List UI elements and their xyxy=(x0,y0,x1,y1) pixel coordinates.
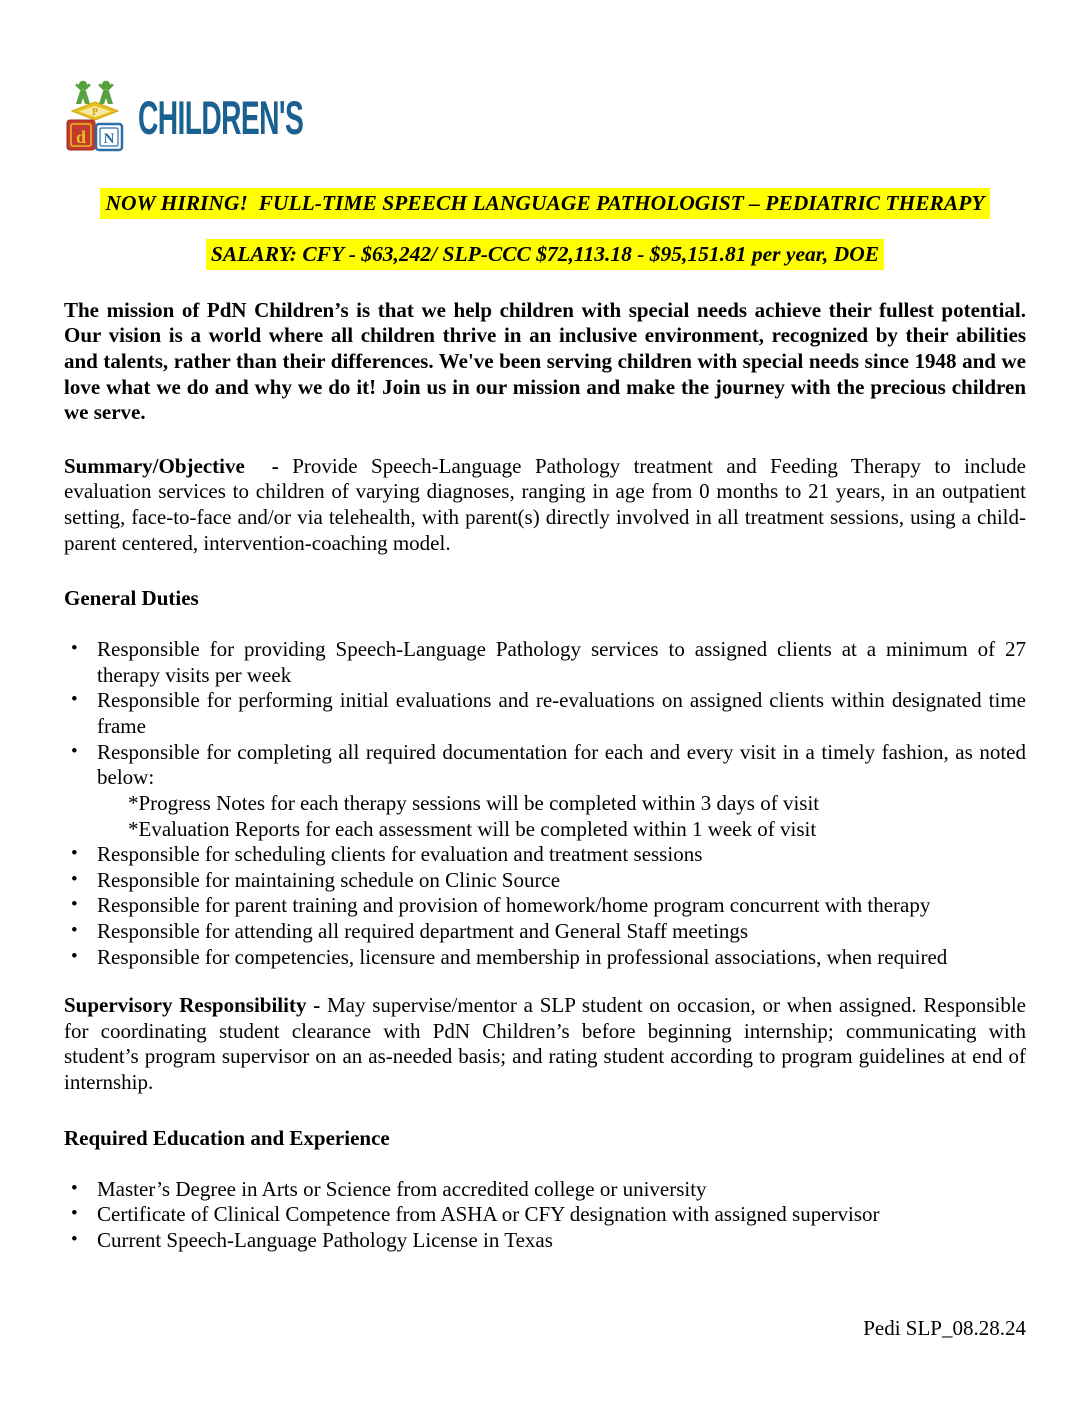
general-duties-list xyxy=(64,637,1026,970)
list-item-text: Responsible for scheduling clients for evaluation and treatment sessions xyxy=(97,842,703,867)
supervisory-body: May supervise/mentor a SLP student on occasion, or when assigned. Responsible for coordinating student clearance with PdN Children’s before beginning internship; communicating with student’s program supervisor on an as-needed basis; and rating student according to program guidelines at end of internship. xyxy=(64,993,1027,1094)
bullet-icon: • xyxy=(71,919,78,941)
bullet-icon: • xyxy=(71,1177,78,1199)
summary-body: Provide Speech-Language Pathology treatment and Feeding Therapy to include evaluation services to children of varying diagnoses, ranging in age from 0 months to 21 years, in an outpatient setting, face-to-face and/or via telehealth, with parent(s) directly involved in all treatment sessions, using a child-parent centered, intervention-coaching model. xyxy=(64,453,1026,555)
bullet-icon: • xyxy=(71,638,78,660)
sub-list-item: *Evaluation Reports for each assessment will be completed within 1 week of visit xyxy=(128,816,817,841)
supervisory-label: Supervisory Responsibility - xyxy=(64,993,327,1018)
salary-banner xyxy=(64,239,1026,270)
svg-text:d: d xyxy=(75,127,87,147)
sub-list-item: *Progress Notes for each therapy sessions will be completed within 3 days of visit xyxy=(128,790,820,815)
list-item xyxy=(64,893,1026,919)
education-heading: Required Education and Experience xyxy=(64,1125,390,1150)
bullet-icon: • xyxy=(71,945,78,967)
list-item-text: Responsible for completing all required documentation for each and every visit in a timely fashion, as noted below: xyxy=(97,739,1026,790)
list-item-text: Current Speech-Language Pathology License in Texas xyxy=(97,1227,553,1252)
svg-text:P: P xyxy=(91,107,99,118)
list-item-text: Responsible for performing initial evaluations and re-evaluations on assigned clients within designated time frame xyxy=(97,688,1026,739)
list-item-text: Responsible for parent training and provision of homework/home program concurrent with therapy xyxy=(97,893,931,918)
bullet-icon: • xyxy=(71,1203,78,1225)
list-item xyxy=(64,740,1026,791)
education-list xyxy=(64,1177,1026,1254)
list-item xyxy=(64,1202,1026,1228)
bullet-icon: • xyxy=(71,740,78,762)
list-item-text: Responsible for providing Speech-Language Pathology services to assigned clients at a minimum of 27 therapy visits per week xyxy=(97,637,1026,687)
list-item-text: Responsible for maintaining schedule on Clinic Source xyxy=(97,867,561,892)
general-duties-heading: General Duties xyxy=(64,586,199,611)
list-item xyxy=(64,1177,1026,1203)
logo xyxy=(64,78,1026,156)
bullet-icon: • xyxy=(71,689,78,711)
list-item xyxy=(64,688,1026,739)
list-item-text: Responsible for competencies, licensure and membership in professional associations, when required xyxy=(97,944,948,969)
mission-paragraph: The mission of PdN Children’s is that we help children with special needs achieve their fullest potential. Our vision is a world where all children thrive in an inclusive environment, recognized by their abilities and talents, rather than their differences. We've been serving children with special needs since 1948 and we love what we do and why we do it! Join us in our mission and make the journey with the precious children we serve. xyxy=(64,297,1026,425)
bullet-icon: • xyxy=(71,868,78,890)
bullet-icon: • xyxy=(71,843,78,865)
list-item xyxy=(64,1228,1026,1254)
summary-paragraph xyxy=(64,454,1026,556)
salary-headline: SALARY: CFY - $63,242/ SLP-CCC $72,113.18 - $95,151.81 per year, DOE xyxy=(206,239,884,270)
list-item xyxy=(64,945,1026,971)
list-item xyxy=(64,868,1026,894)
bullet-icon: • xyxy=(71,894,78,916)
list-item xyxy=(64,637,1026,688)
list-item-text: Master’s Degree in Arts or Science from accredited college or university xyxy=(97,1176,707,1201)
list-item xyxy=(64,842,1026,868)
logo-brand-name: CHILDREN'S xyxy=(138,90,304,144)
svg-text:N: N xyxy=(103,131,115,147)
hiring-banner xyxy=(64,188,1026,219)
document-reference: Pedi SLP_08.28.24 xyxy=(863,1316,1026,1340)
list-item-text: Responsible for attending all required department and General Staff meetings xyxy=(97,918,748,943)
supervisory-paragraph xyxy=(64,993,1026,1095)
list-item-text: Certificate of Clinical Competence from ASHA or CFY designation with assigned supervisor xyxy=(97,1202,880,1227)
children-blocks-logo-icon xyxy=(64,78,128,156)
bullet-icon: • xyxy=(71,1228,78,1250)
list-item xyxy=(64,919,1026,945)
hiring-headline: NOW HIRING! FULL-TIME SPEECH LANGUAGE PATHOLOGIST – PEDIATRIC THERAPY xyxy=(100,188,989,219)
summary-label: Summary/Objective - xyxy=(64,453,293,478)
